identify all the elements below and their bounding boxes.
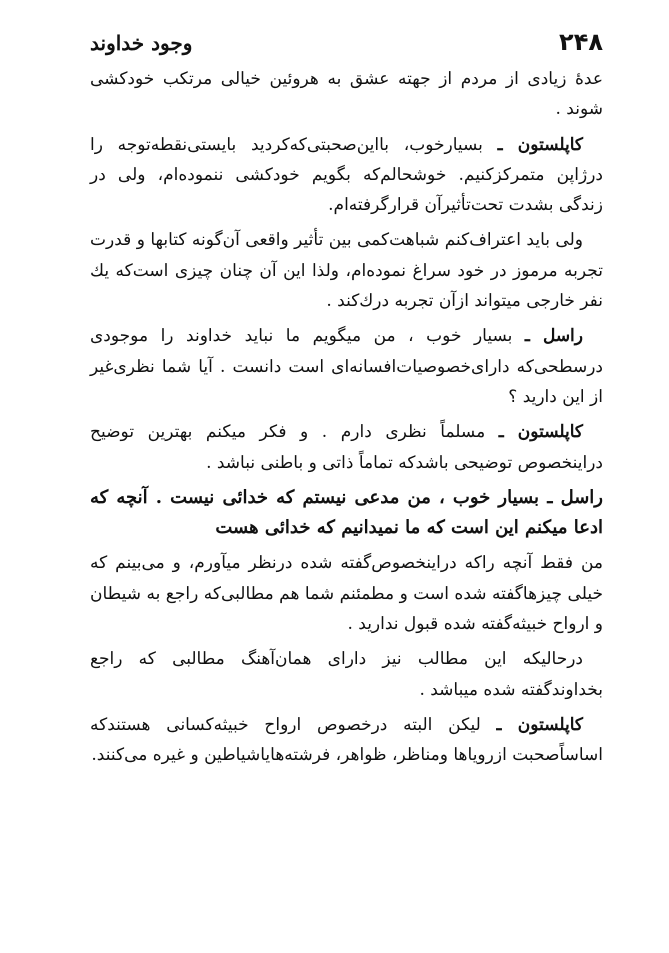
speaker-name: کاپلستون ـ: [496, 714, 583, 735]
body-text: [90, 64, 603, 771]
paragraph: [90, 548, 603, 639]
paragraph-text: بسیارخوب، بااین‌صحبتی‌که‌کردید بایستی‌نقطه‌توجه را درژاپن متمرکزکنیم. خوشحالم‌که بگویم خودکشی ننموده‌ام، ولی در زندگی بشدت تحت‌تأثیرآن قرارگرفته‌ام.: [90, 134, 603, 216]
paragraph: [90, 64, 603, 125]
speaker-name: کاپلستون ـ: [498, 422, 584, 443]
paragraph-text: عدهٔ زیادی از مردم از جهته عشق به هروئین خیالی مرتکب خودکشی شوند .: [90, 69, 603, 120]
page-header: [90, 28, 603, 62]
paragraph-text: راسل ـ بسیار خوب ، من مدعی نیستم که خدائی نیست . آنچه که ادعا میکنم این است که ما نمیدانیم که خدائی هست: [90, 486, 603, 539]
paragraph-text: ولی باید اعتراف‌کنم شباهت‌کمی بین تأثیر واقعی آن‌گونه کتابها و قدرت تجربه مرموز در خود سراغ نموده‌ام، ولذا این آن چنان چیزی است‌که یك نفر خارجی میتواند ازآن تجربه درك‌کند .: [90, 230, 603, 312]
paragraph: [90, 417, 603, 478]
paragraph-text: لیکن البته درخصوص ارواح خبیثه‌کسانی هستندکه اساساًصحبت ازرویاها ومناظر، ظواهر، فرشته‌هایاشیاطین و غیره می‌کنند.: [90, 714, 603, 766]
paragraph-text: من فقط آنچه راکه دراینخصوص‌گفته شده درنظر میآورم، و می‌بینم که خیلی چیزهاگفته شده است و مطمئنم شما هم مطالبی‌که راجع به شیطان و ارواح خبیثه‌گفته شده قبول ندارید .: [90, 553, 603, 635]
page-number: ۲۴۸: [559, 28, 603, 56]
paragraph: [90, 644, 603, 705]
paragraph: [90, 321, 603, 412]
speaker-name: راسل ـ: [524, 326, 583, 347]
paragraph-text: بسیار خوب ، من میگویم ما نباید خداوند را موجودی درسطحی‌که دارای‌خصوصیات‌افسانه‌ای است دانست . آیا شما نظری‌غیر از این دارید ؟: [90, 326, 603, 407]
speaker-name: کاپلستون ـ: [497, 134, 583, 155]
paragraph-text: درحالیکه این مطالب نیز دارای همان‌آهنگ مطالبی که راجع بخداوندگفته شده میباشد .: [90, 649, 603, 700]
paragraph-bold: [90, 483, 603, 544]
running-title: وجود خداوند: [90, 31, 193, 55]
paragraph: [90, 225, 603, 316]
paragraph: [90, 710, 603, 771]
paragraph-text: مسلماً نظری دارم . و فکر میکنم بهترین توضیح دراینخصوص توضیحی باشدکه تماماً ذاتی و باطنی نباشد .: [90, 422, 603, 473]
paragraph: [90, 130, 603, 221]
